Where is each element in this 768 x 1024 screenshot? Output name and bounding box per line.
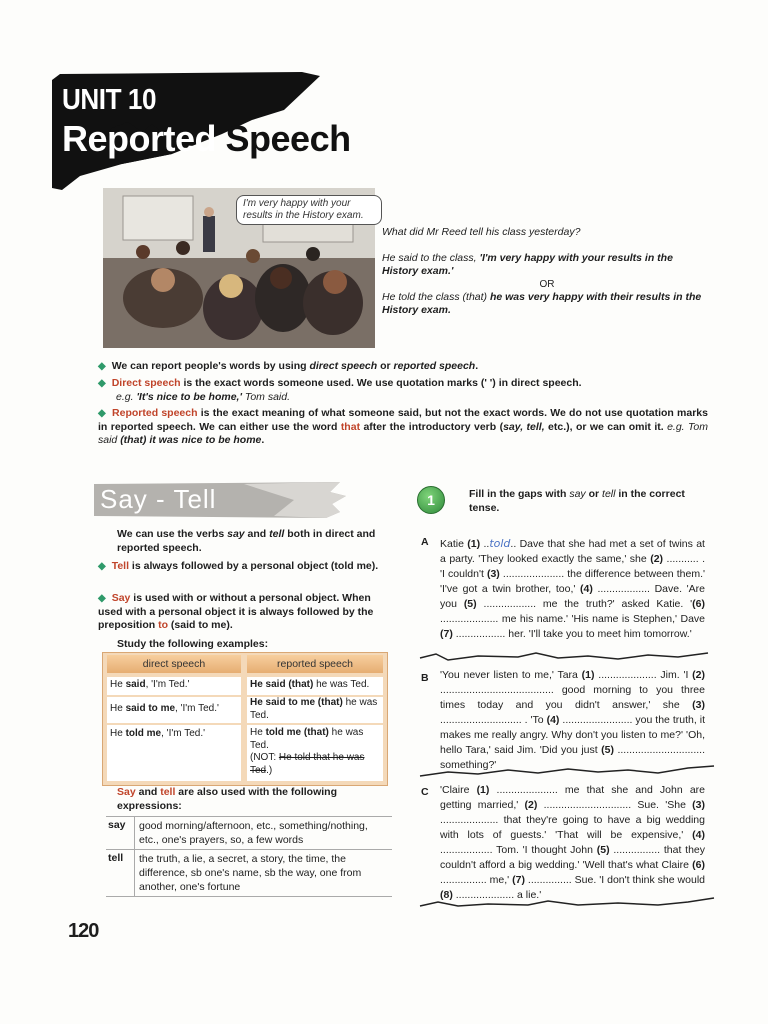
speech-bubble: I'm very happy with your results in the History exam. [236, 195, 382, 225]
expressions-table [106, 816, 392, 897]
exercise-number-badge: 1 [417, 486, 445, 514]
table-cell: He told me, 'I'm Ted.' [107, 725, 241, 781]
table-cell: He said (that) he was Ted. [247, 677, 383, 695]
say-tell-bullet-2: ◆ Say is used with or without a personal object. When used with a personal object it is always followed by the preposition to (said to me). [98, 592, 374, 631]
table-cell: He said to me (that) he was Ted. [247, 697, 383, 723]
torn-divider-c [418, 896, 718, 912]
exercise-instruction: Fill in the gaps with say or tell in the correct tense. [469, 488, 685, 514]
exercise-a-letter: A [421, 536, 429, 548]
expression-row [106, 816, 392, 850]
say-tell-heading: Say - Tell [100, 484, 217, 514]
header-reported-speech: reported speech [247, 655, 383, 673]
torn-divider-b [418, 764, 718, 780]
exercise-b-letter: B [421, 672, 429, 684]
intro-or: OR [539, 279, 555, 290]
unit-title-word2: Speech [225, 118, 351, 159]
rule-3: ◆ Reported speech is the exact meaning of what someone said, but not the exact words. We do not use quotation marks in reported speech. We can either use the word that after the introductory verb (say, tell, etc.), or we can omit it. e.g. Tom said (that) it was nice to be home. [98, 407, 709, 446]
rule-2: ◆ Direct speech is the exact words someone used. We use quotation marks (' ') in direct speech. e.g. 'It's nice to be home,' Tom said. [98, 377, 582, 403]
bullet-diamond-icon: ◆ [98, 408, 107, 419]
header-direct-speech: direct speech [107, 655, 241, 673]
unit-label: UNIT 10 [62, 84, 157, 116]
table-cell: He said to me, 'I'm Ted.' [107, 697, 241, 723]
exercise-c-text: 'Claire (1) ..................... me that she and John are getting married,' (2) .............................. Sue. 'She (3) .................... that they're going to have a big wedding with lots of guests.' 'That will be expensive,' (4) .................. Tom. 'I thought John (5) ................ that they couldn't afford a big wedding.' 'Well that's what Claire (6) ................ me,' (7) ............... Sue. 'I don't think she would (8) .................... a lie.' [440, 784, 705, 901]
expression-row [106, 850, 392, 897]
study-label: Study the following examples: [117, 638, 269, 650]
rule-1: ◆ We can report people's words by using direct speech or reported speech. [98, 360, 479, 372]
unit-title [62, 118, 351, 160]
table-cell: He told me (that) he was Ted. (NOT: He told that he was Ted.) [247, 725, 383, 781]
expression-text: good morning/afternoon, etc., something/nothing, etc., one's prayers, so, a few words [139, 820, 368, 846]
examples-table-frame [102, 652, 388, 786]
bullet-diamond-icon: ◆ [98, 361, 106, 372]
table-cell: He said, 'I'm Ted.' [107, 677, 241, 695]
bullet-diamond-icon: ◆ [98, 593, 106, 604]
handwritten-answer: told [489, 537, 511, 550]
page-number: 120 [68, 920, 99, 942]
expression-text: the truth, a lie, a secret, a story, the time, the difference, sb one's name, sb the way, one from another, one's fortune [139, 853, 362, 893]
bullet-diamond-icon: ◆ [98, 378, 106, 389]
say-tell-intro: We can use the verbs say and tell both in direct and reported speech. [117, 528, 376, 554]
intro-direct: He said to the class, 'I'm very happy with your results in the History exam.' [382, 252, 673, 277]
intro-question: What did Mr Reed tell his class yesterday? [382, 226, 581, 238]
bullet-diamond-icon: ◆ [98, 561, 106, 572]
torn-divider-a [418, 650, 718, 664]
expression-verb: say [106, 817, 135, 849]
unit-title-word1: Reported [62, 118, 217, 159]
say-tell-bullet-1: ◆ Tell is always followed by a personal object (told me). [98, 560, 379, 572]
exercise-c-letter: C [421, 786, 429, 798]
also-used-label: Say and tell are also used with the following expressions: [117, 786, 337, 812]
intro-reported: He told the class (that) he was very happy with their results in the History exam. [382, 291, 702, 316]
exercise-a-text: Katie (1) ..told.. Dave that she had met a set of twins at a party. 'They looked exactly the same,' she (2) ........... . 'I couldn't (3) ..................... the difference between them.' 'I've got a twin brother, too,' (4) .................. Dave. 'Are you (5) .................. me the truth?' asked Katie. '(6) .................... me his name.' 'His name is Stephen,' Dave (7) ................. her. 'I'll take you to meet him tomorrow.' [440, 537, 706, 640]
exercise-b-text: 'You never listen to me,' Tara (1) .................... Jim. 'I (2) ....................................... good morning to you three times today and you didn't answer,' she (3) ............................ . 'To (4) ........................ you the truth, it makes me really angry. Why don't you listen to me?' 'Oh, hello Tara,' said Jim. 'Did you just (5) .............................. something?' [440, 669, 705, 771]
expression-verb: tell [106, 850, 135, 896]
